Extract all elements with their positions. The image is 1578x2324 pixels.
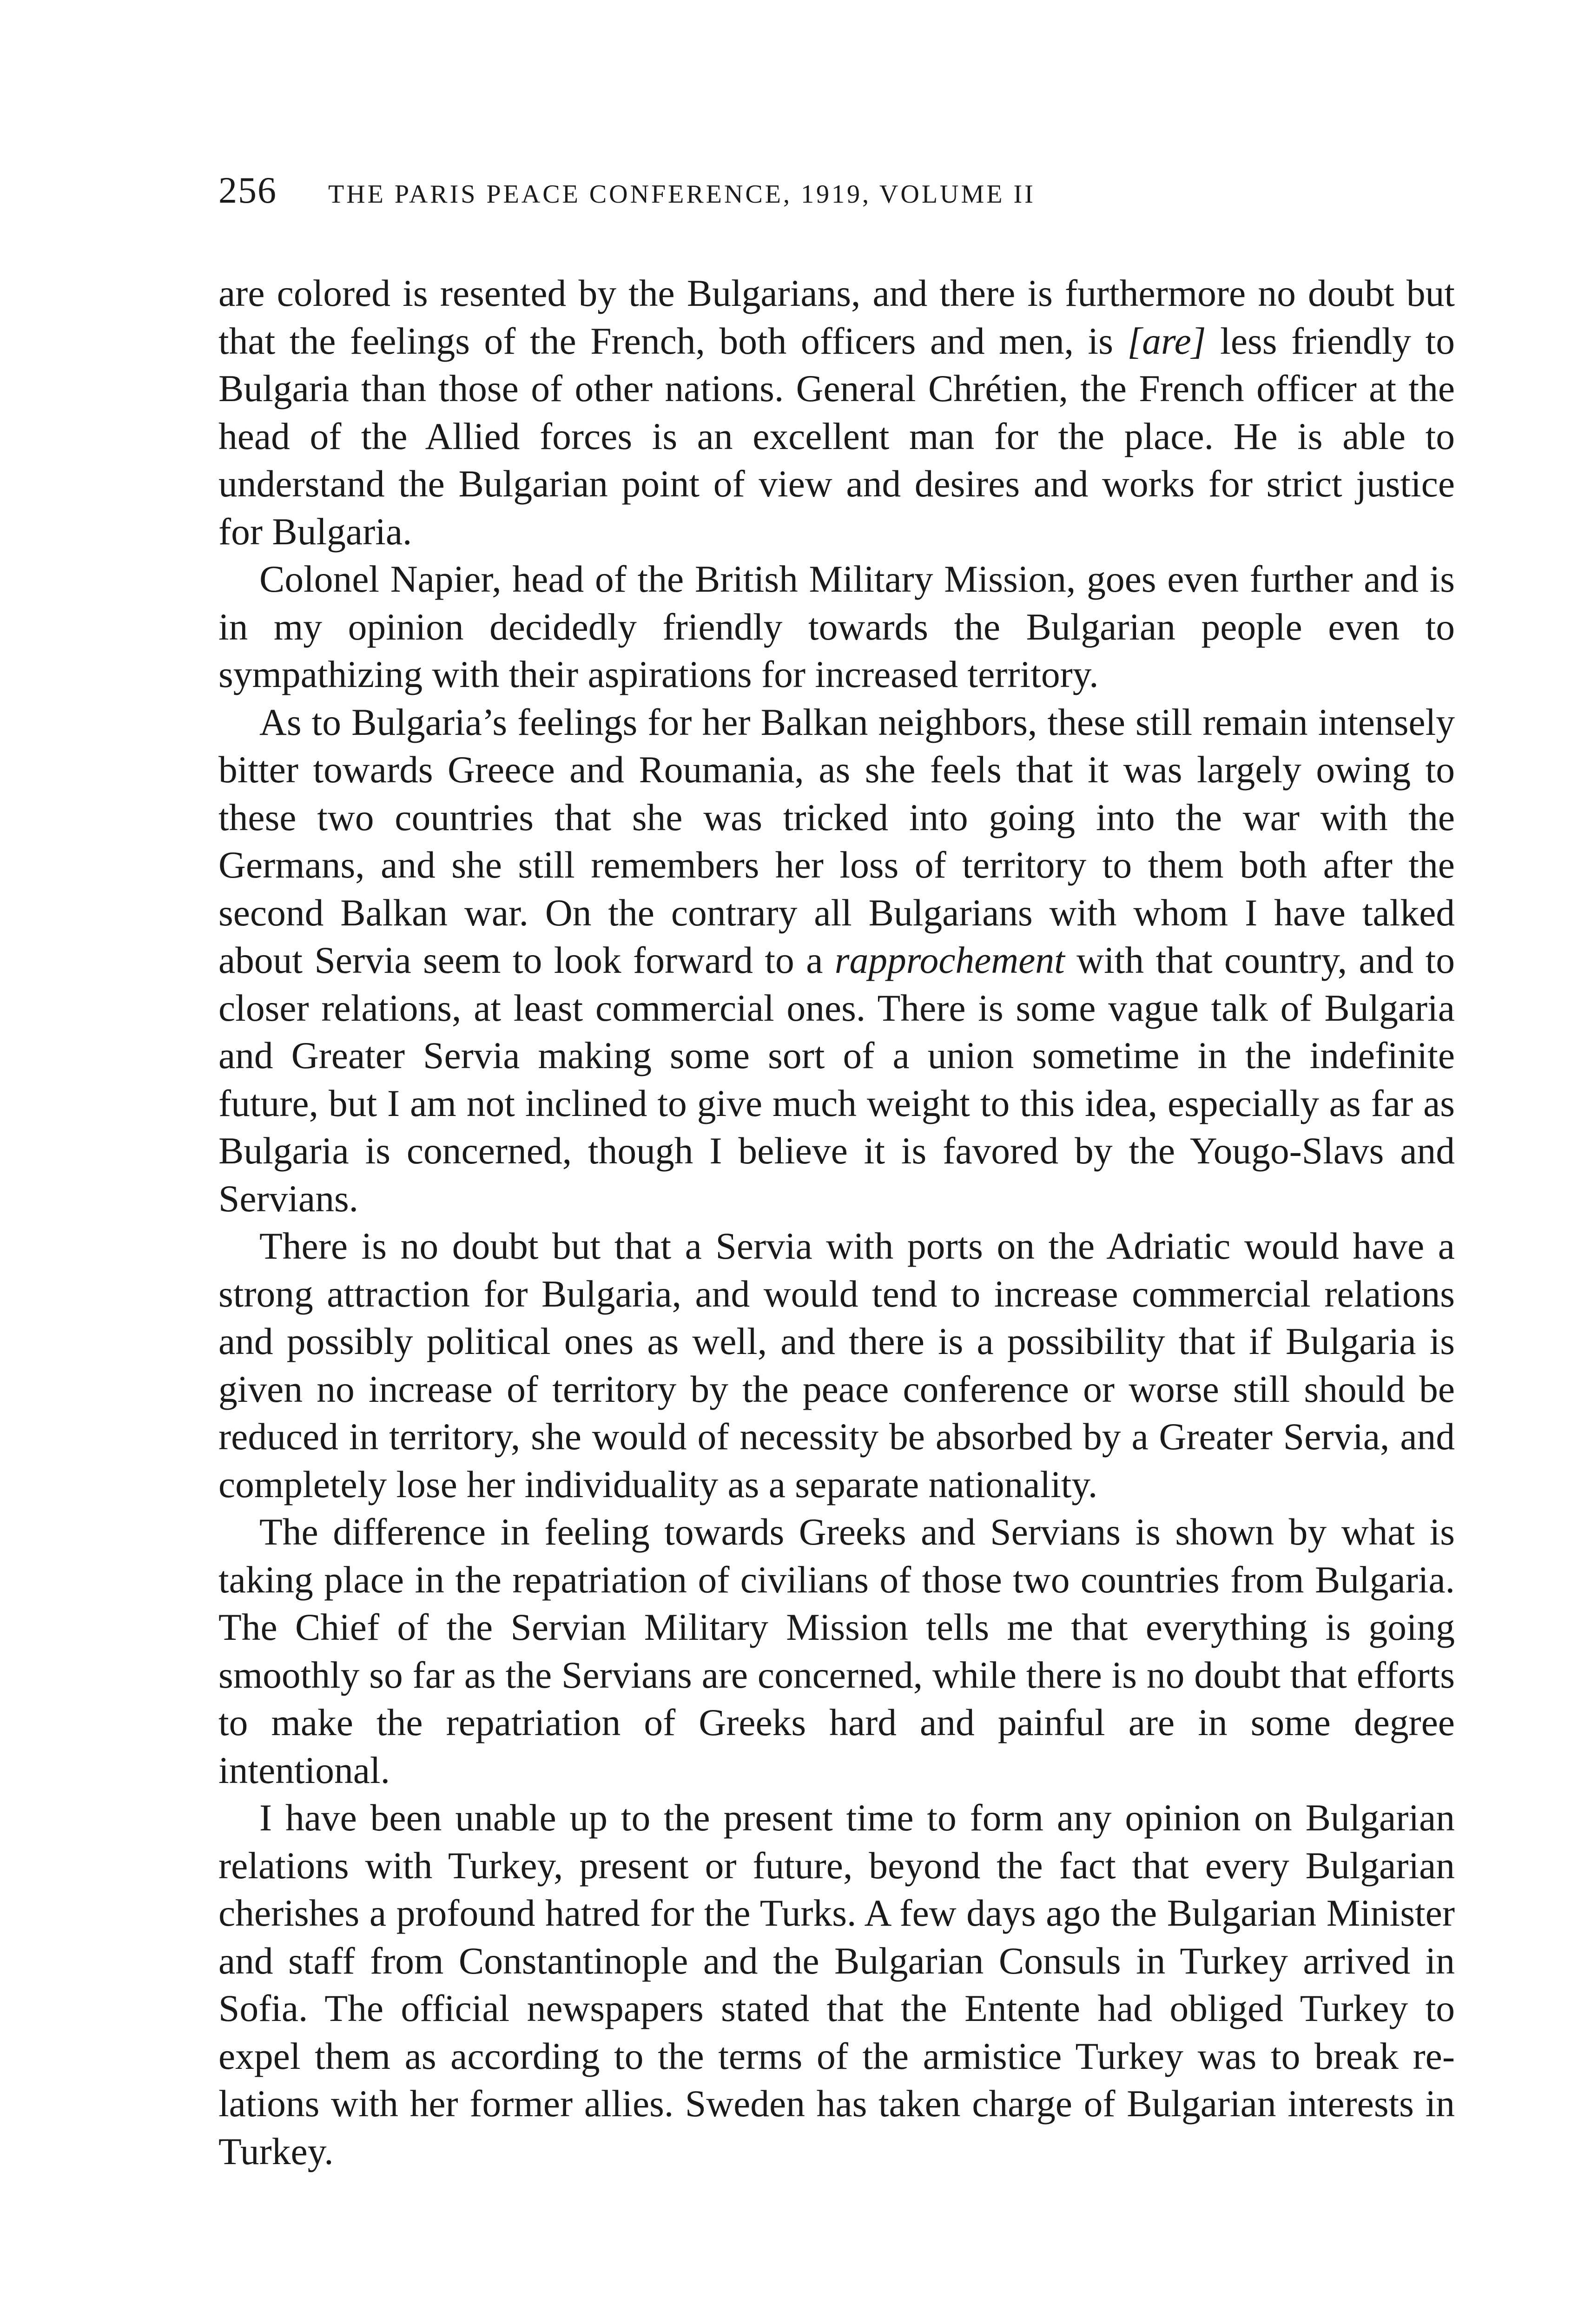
paragraph-5	[218, 1508, 1455, 1794]
editorial-insertion: [are]	[1127, 319, 1206, 362]
paragraph-text: As to Bulgaria’s feelings for her Balkan neighbors, these still remain intensely bitter towards Greece and Roumania, as she feels that it was largely owing to these two countries that she was tricked into going into the war with the Germans, and she still remembers her loss of territory to them both after the second Balkan war. On the contrary all Bulgarians with whom I have talked about Servia seem to look forward to a	[218, 700, 1455, 981]
paragraph-text: Colonel Napier, head of the British Military Mission, goes even further and is in my opinion decidedly friendly towards the Bulgarian people even to sympathizing with their aspirations for increased territory.	[218, 558, 1455, 695]
paragraph-text: are colored is resented by the Bulgarians, and there is furthermore no doubt but that the feelings of the French, both officers and men, is	[218, 272, 1455, 362]
document-page	[218, 172, 1455, 2175]
italic-term: rapprochement	[834, 939, 1065, 981]
body-text	[218, 270, 1455, 2175]
paragraph-6	[218, 1794, 1455, 2175]
paragraph-text: The difference in feeling towards Greeks and Servians is shown by what is taking place in the repatriation of civilians of those two countries from Bulgaria. The Chief of the Servian Military Mission tells me that everything is going smoothly so far as the Servians are concerned, while there is no doubt that efforts to make the repatriation of Greeks hard and painful are in some degree intentional.	[218, 1511, 1455, 1791]
running-header	[218, 172, 1455, 209]
paragraph-text: I have been unable up to the present time to form any opinion on Bulgarian relations with Turkey, present or future, beyond the fact that every Bulgarian cherishes a profound hatred for the Turks. A few days ago the Bulgarian Minister and staff from Constantinople and the Bulgarian Consuls in Turkey arrived in Sofia. The official newspapers stated that the Entente had obliged Turkey to expel them as according to the terms of the armistice Turkey was to break relations with her former allies. Sweden has taken charge of Bulgarian interests in Turkey.	[218, 1796, 1455, 2172]
page-number: 256	[218, 170, 277, 211]
paragraph-text: less friendly to Bulgaria than those of other nations. General Chrétien, the French officer at the head of the Allied forces is an excellent man for the place. He is able to understand the Bulgarian point of view and desires and works for strict justice for Bulgaria.	[218, 319, 1455, 553]
running-title: THE PARIS PEACE CONFERENCE, 1919, VOLUME II	[328, 180, 1036, 209]
paragraph-text: with that country, and to closer relations, at least commercial ones. There is some vague talk of Bulgaria and Greater Servia making some sort of a union sometime in the indefinite future, but I am not inclined to give much weight to this idea, especially as far as Bulgaria is concerned, though I believe it is favored by the Yougo-Slavs and Servians.	[218, 939, 1455, 1220]
paragraph-1	[218, 270, 1455, 555]
paragraph-4	[218, 1222, 1455, 1508]
paragraph-2	[218, 555, 1455, 699]
paragraph-3	[218, 699, 1455, 1223]
paragraph-text: There is no doubt but that a Servia with ports on the Adriatic would have a strong attraction for Bulgaria, and would tend to increase commercial relations and possibly political ones as well, and there is a possibility that if Bulgaria is given no increase of territory by the peace conference or worse still should be reduced in territory, she would of necessity be absorbed by a Greater Servia, and completely lose her individuality as a separate nationality.	[218, 1225, 1455, 1505]
